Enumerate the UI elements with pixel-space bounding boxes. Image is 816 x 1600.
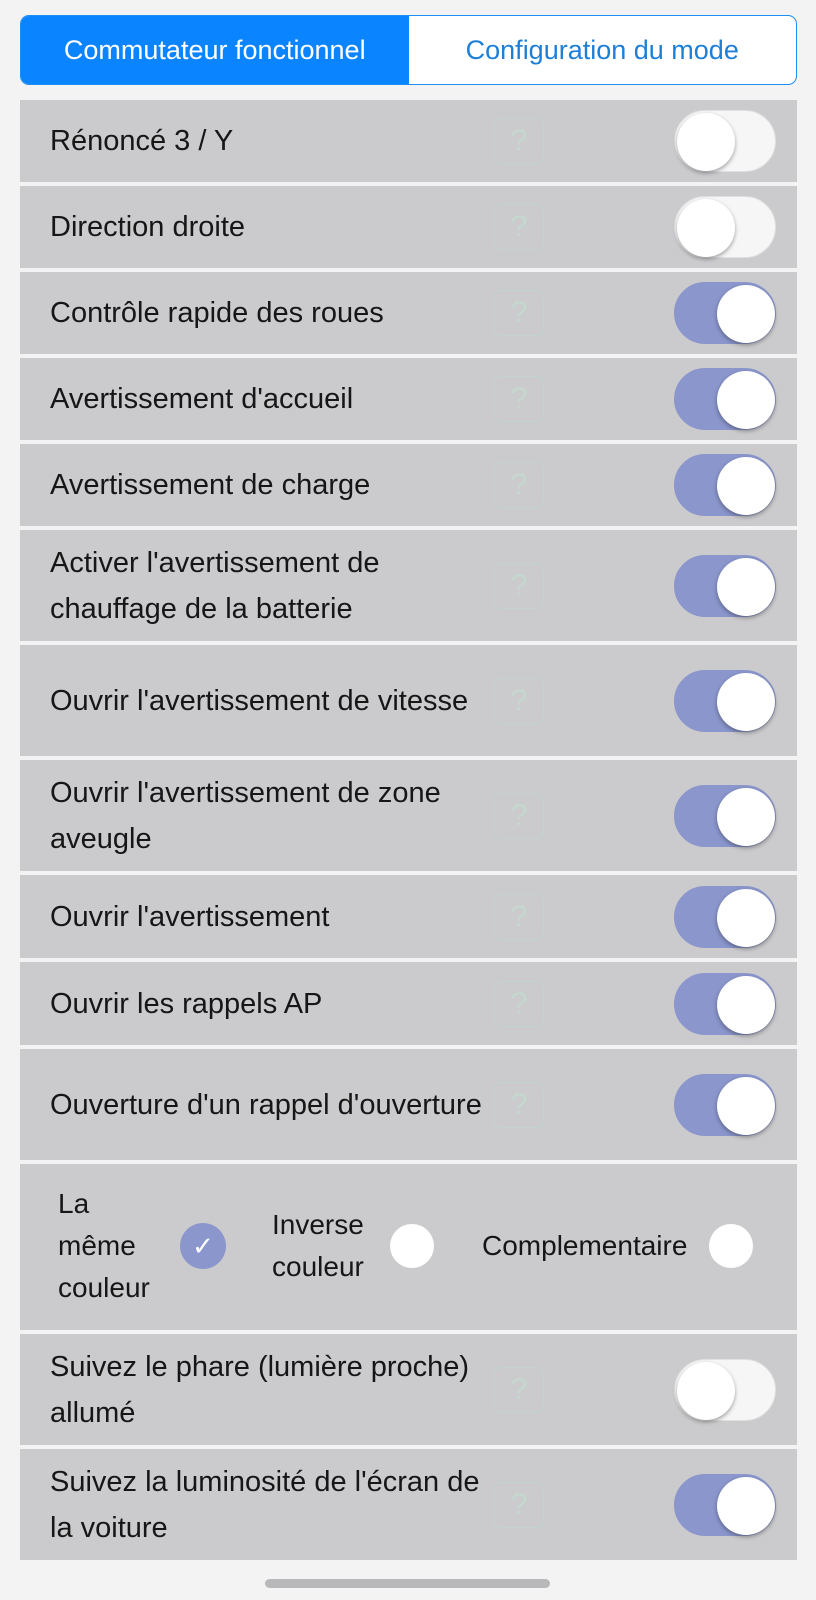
help-icon[interactable]: ? [494, 462, 544, 508]
setting-label: Direction droite [50, 211, 246, 243]
setting-row [20, 875, 797, 958]
setting-toggle[interactable] [674, 454, 776, 516]
color-option-label: Complementaire [482, 1230, 688, 1261]
help-icon[interactable]: ? [494, 1482, 544, 1528]
toggle-knob [717, 889, 775, 947]
setting-toggle[interactable] [674, 555, 776, 617]
setting-label: Activer l'avertissement de chauffage de la batterie [50, 546, 380, 625]
setting-label: Ouvrir l'avertissement [50, 900, 330, 933]
setting-row [20, 645, 797, 756]
setting-row [20, 962, 797, 1045]
setting-toggle[interactable] [674, 1474, 776, 1536]
setting-row [20, 100, 797, 182]
home-indicator-bar [0, 1568, 816, 1600]
setting-toggle[interactable] [674, 973, 776, 1035]
help-icon[interactable]: ? [494, 981, 544, 1027]
help-icon[interactable]: ? [494, 793, 544, 839]
toggle-knob [717, 558, 775, 616]
setting-toggle[interactable] [674, 368, 776, 430]
home-indicator[interactable] [265, 1579, 550, 1588]
setting-row [20, 530, 797, 641]
toggle-knob [717, 457, 775, 515]
help-icon[interactable]: ? [494, 118, 544, 164]
color-option-complementary[interactable] [482, 1224, 753, 1268]
toggle-knob [677, 113, 735, 171]
setting-label: Ouvrir les rappels AP [50, 987, 323, 1020]
help-icon[interactable]: ? [494, 376, 544, 422]
tab-mode-configuration[interactable]: Configuration du mode [465, 34, 739, 65]
toggle-knob [717, 1077, 775, 1135]
tab-function-switch[interactable]: Commutateur fonctionnel [21, 16, 409, 84]
radio-unchecked-icon [709, 1224, 753, 1268]
color-mode-row [20, 1164, 797, 1330]
toggle-knob [677, 1362, 735, 1420]
setting-row [20, 760, 797, 871]
setting-label: Ouvrir l'avertissement de vitesse [50, 684, 469, 717]
help-icon[interactable]: ? [494, 1367, 544, 1413]
setting-label: Ouvrir l'avertissement de zone aveugle [50, 776, 441, 855]
setting-label: Suivez le phare (lumière proche) allumé [50, 1350, 470, 1429]
toggle-knob [717, 285, 775, 343]
setting-label: Rénoncé 3 / Y [50, 125, 234, 157]
setting-row [20, 1449, 797, 1560]
setting-toggle[interactable] [674, 670, 776, 732]
setting-toggle[interactable] [674, 110, 776, 172]
setting-toggle[interactable] [674, 886, 776, 948]
setting-row [20, 186, 797, 268]
help-icon[interactable]: ? [494, 678, 544, 724]
setting-row [20, 1334, 797, 1445]
toggle-knob [717, 673, 775, 731]
help-icon[interactable]: ? [494, 204, 544, 250]
help-icon[interactable]: ? [494, 1082, 544, 1128]
radio-checked-icon: ✓ [180, 1223, 226, 1269]
toggle-knob [717, 788, 775, 846]
help-icon[interactable]: ? [494, 894, 544, 940]
setting-label: Ouverture d'un rappel d'ouverture [50, 1088, 482, 1121]
setting-toggle[interactable] [674, 282, 776, 344]
help-icon[interactable]: ? [494, 563, 544, 609]
setting-label: Avertissement de charge [50, 469, 371, 501]
toggle-knob [717, 976, 775, 1034]
setting-label: Suivez la luminosité de l'écran de la voiture [50, 1465, 480, 1544]
setting-label: Avertissement d'accueil [50, 383, 354, 415]
help-icon[interactable]: ? [494, 290, 544, 336]
setting-row [20, 272, 797, 354]
color-option-same[interactable] [58, 1183, 226, 1309]
setting-toggle[interactable] [674, 1359, 776, 1421]
color-option-inverse[interactable] [272, 1204, 434, 1288]
color-option-label: La même couleur [58, 1188, 150, 1303]
setting-label: Contrôle rapide des roues [50, 297, 384, 329]
setting-row [20, 444, 797, 526]
setting-toggle[interactable] [674, 785, 776, 847]
setting-row [20, 1049, 797, 1160]
toggle-knob [717, 1477, 775, 1535]
setting-toggle[interactable] [674, 196, 776, 258]
radio-unchecked-icon [390, 1224, 434, 1268]
toggle-knob [677, 199, 735, 257]
setting-toggle[interactable] [674, 1074, 776, 1136]
toggle-knob [717, 371, 775, 429]
color-option-label: Inverse couleur [272, 1209, 364, 1282]
setting-row [20, 358, 797, 440]
settings-list [20, 100, 797, 1564]
tab-bar [20, 15, 797, 85]
